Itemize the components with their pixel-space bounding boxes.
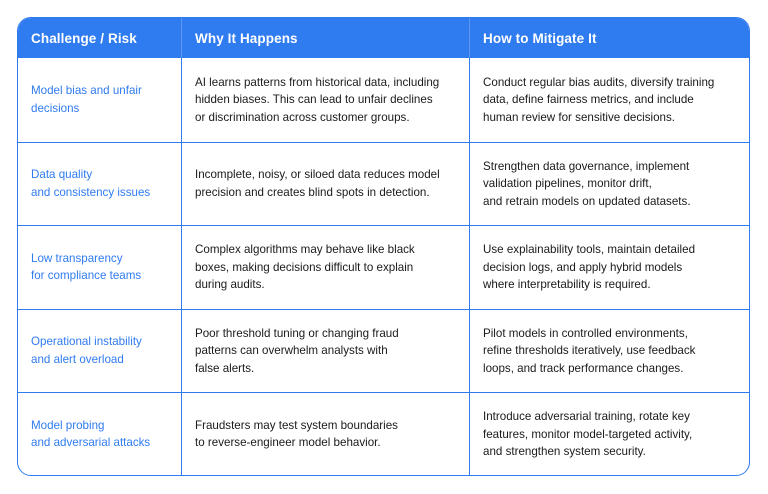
- why-cell: Incomplete, noisy, or siloed data reduces model precision and creates blind spots in detection.: [181, 143, 469, 226]
- why-cell: AI learns patterns from historical data, including hidden biases. This can lead to unfair declines or discrimination across customer groups.: [181, 58, 469, 142]
- challenge-cell: Low transparency for compliance teams: [31, 251, 142, 283]
- risk-table: [17, 17, 750, 476]
- mitigate-cell: Introduce adversarial training, rotate key features, monitor model-targeted activity, and strengthen system security.: [469, 393, 749, 476]
- why-cell: Fraudsters may test system boundaries to reverse-engineer model behavior.: [181, 393, 469, 476]
- mitigate-cell: Pilot models in controlled environments, refine thresholds iteratively, use feedback loops, and track performance changes.: [469, 310, 749, 393]
- table-body: [18, 58, 749, 476]
- table-header: [18, 18, 749, 58]
- header-why: Why It Happens: [181, 18, 469, 58]
- table-row: [18, 225, 749, 309]
- challenge-cell: Operational instability and alert overload: [31, 335, 142, 366]
- header-mitigate: How to Mitigate It: [469, 18, 749, 58]
- challenge-cell: Model probing and adversarial attacks: [31, 418, 151, 450]
- mitigate-cell: Use explainability tools, maintain detailed decision logs, and apply hybrid models where interpretability is required.: [469, 226, 749, 309]
- challenge-cell: Model bias and unfair decisions: [31, 84, 142, 115]
- table-row: [18, 58, 749, 142]
- header-challenge: Challenge / Risk: [31, 30, 137, 46]
- table-row: [18, 142, 749, 226]
- why-cell: Poor threshold tuning or changing fraud patterns can overwhelm analysts with false alerts.: [181, 310, 469, 393]
- why-cell: Complex algorithms may behave like black boxes, making decisions difficult to explain during audits.: [181, 226, 469, 309]
- mitigate-cell: Strengthen data governance, implement validation pipelines, monitor drift, and retrain models on updated datasets.: [469, 143, 749, 226]
- table-row: [18, 392, 749, 476]
- table-row: [18, 309, 749, 393]
- challenge-cell: Data quality and consistency issues: [31, 168, 151, 199]
- mitigate-cell: Conduct regular bias audits, diversify training data, define fairness metrics, and include human review for sensitive decisions.: [469, 58, 749, 142]
